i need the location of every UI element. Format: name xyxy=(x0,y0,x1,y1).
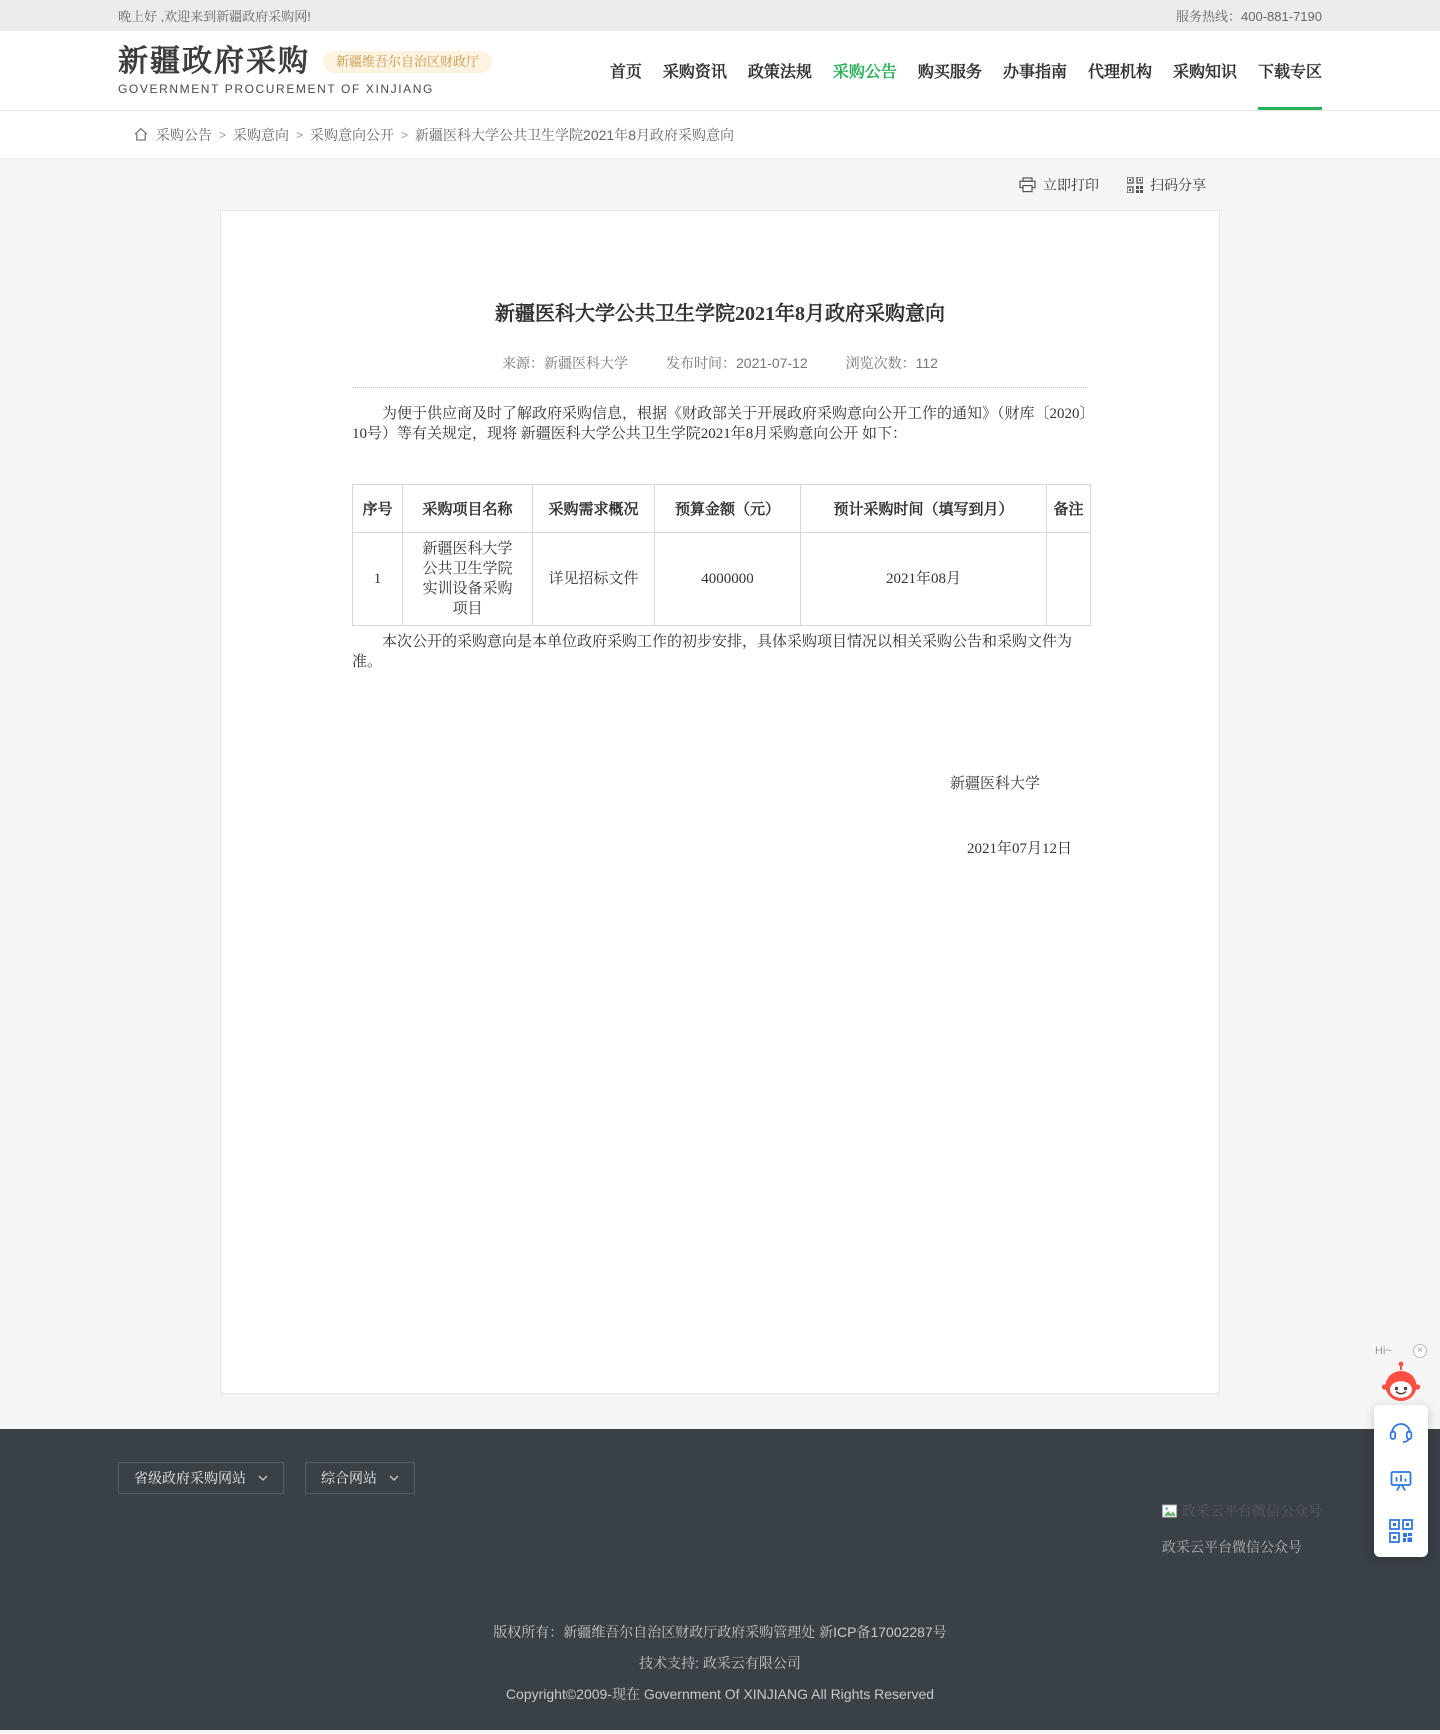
procurement-table xyxy=(352,484,1091,626)
site-footer xyxy=(0,1429,1440,1730)
cell-demand-overview: 详见招标文件 xyxy=(533,533,655,626)
greeting-text: 晚上好 ,欢迎来到新疆政府采购网! xyxy=(118,9,311,24)
home-icon[interactable] xyxy=(133,127,149,142)
article-signature: 新疆医科大学 xyxy=(949,776,1040,792)
breadcrumb-item-3[interactable]: 采购意向公开 xyxy=(310,126,395,143)
nav-item-agency[interactable]: 代理机构 xyxy=(1087,64,1152,81)
copyright xyxy=(118,1622,1322,1704)
logo-subtitle: GOVERNMENT PROCUREMENT OF XINJIANG xyxy=(118,81,434,96)
article-paragraph: 为便于供应商及时了解政府采购信息，根据《财政部关于开展政府采购意向公开工作的通知》（财库〔2020〕10号）等有关规定，现将 新疆医科大学公共卫生学院2021年8月采购意向公开 如下： xyxy=(352,406,1088,442)
breadcrumb-bar xyxy=(0,111,1440,159)
assistant-widget xyxy=(1374,1344,1428,1557)
nav-item-news[interactable]: 采购资讯 xyxy=(662,64,727,81)
breadcrumb xyxy=(118,111,1322,158)
breadcrumb-item-1[interactable]: 采购公告 xyxy=(156,126,212,143)
table-header-row xyxy=(353,485,1091,533)
printer-icon xyxy=(1019,177,1036,193)
provincial-sites-dropdown[interactable] xyxy=(118,1462,284,1494)
table-row xyxy=(353,533,1091,626)
nav-item-guide[interactable]: 办事指南 xyxy=(1002,64,1067,81)
share-label: 扫码分享 xyxy=(1150,177,1206,193)
wechat-label: 政采云平台微信公众号 xyxy=(1162,1539,1302,1555)
broken-image-icon xyxy=(1162,1504,1179,1519)
breadcrumb-separator: > xyxy=(401,127,409,142)
logo-badge: 新疆维吾尔自治区财政厅 xyxy=(323,51,492,73)
nav-item-download[interactable]: 下载专区 xyxy=(1258,31,1322,110)
cell-project-name: 新疆医科大学公共卫生学院实训设备采购项目 xyxy=(403,533,533,626)
close-icon[interactable]: × xyxy=(1413,1344,1427,1358)
meta-publish-time: 发布时间：2021-07-12 xyxy=(666,355,808,371)
nav-item-announcement[interactable]: 采购公告 xyxy=(832,64,897,81)
breadcrumb-separator: > xyxy=(296,127,304,142)
nav-item-knowledge[interactable]: 采购知识 xyxy=(1172,64,1237,81)
header-seq: 序号 xyxy=(353,485,403,533)
breadcrumb-item-2[interactable]: 采购意向 xyxy=(233,126,290,143)
meta-source: 来源：新疆医科大学 xyxy=(502,355,629,371)
article-date: 2021年07月12日 xyxy=(966,841,1072,857)
copyright-line-3: Copyright©2009-现在 Government Of XINJIANG All Rights Reserved xyxy=(505,1686,935,1702)
provincial-sites-label: 省级政府采购网站 xyxy=(134,1470,246,1486)
billboard-chart-icon[interactable] xyxy=(1388,1468,1414,1494)
share-button[interactable] xyxy=(1127,175,1206,195)
print-button[interactable] xyxy=(1019,175,1099,195)
nav-item-purchase-service[interactable]: 购买服务 xyxy=(917,64,982,81)
chevron-down-icon xyxy=(258,1475,268,1481)
general-sites-dropdown[interactable] xyxy=(305,1462,415,1494)
print-label: 立即打印 xyxy=(1043,177,1099,193)
logo-title: 新疆政府采购 xyxy=(118,44,310,78)
article-actions xyxy=(220,171,1220,199)
header-planned-time: 预计采购时间（填写到月） xyxy=(801,485,1047,533)
article-title: 新疆医科大学公共卫生学院2021年8月政府采购意向 xyxy=(495,303,945,325)
breadcrumb-separator: > xyxy=(219,127,227,142)
topbar xyxy=(0,0,1440,31)
cell-budget: 4000000 xyxy=(655,533,801,626)
article xyxy=(221,211,1219,858)
header-remark: 备注 xyxy=(1047,485,1091,533)
content-panel xyxy=(220,210,1220,1394)
dotted-divider xyxy=(352,387,1088,388)
logo[interactable] xyxy=(118,46,492,96)
copyright-line-1: 版权所有：新疆维吾尔自治区财政厅政府采购管理处 新ICP备17002287号 xyxy=(493,1624,947,1640)
wechat-qr-block xyxy=(1162,1501,1322,1557)
article-meta xyxy=(352,353,1088,373)
qr-share-icon xyxy=(1127,177,1143,193)
nav-item-home[interactable]: 首页 xyxy=(609,64,642,81)
wechat-alt-text: 政采云平台微信公众号 xyxy=(1182,1503,1322,1519)
site-header xyxy=(0,31,1440,111)
general-sites-label: 综合网站 xyxy=(321,1470,377,1486)
meta-views: 浏览次数：112 xyxy=(845,355,938,371)
article-closing: 本次公开的采购意向是本单位政府采购工作的初步安排，具体采购项目情况以相关采购公告和采购文件为准。 xyxy=(352,634,1073,670)
service-hotline: 服务热线：400-881-7190 xyxy=(1176,9,1322,24)
assistant-card xyxy=(1374,1405,1428,1557)
customer-service-icon[interactable] xyxy=(1388,1418,1414,1444)
breadcrumb-item-current: 新疆医科大学公共卫生学院2021年8月政府采购意向 xyxy=(415,126,734,143)
robot-mascot-icon[interactable] xyxy=(1381,1360,1421,1402)
chevron-down-icon xyxy=(389,1475,399,1481)
copyright-line-2: 技术支持: 政采云有限公司 xyxy=(639,1655,801,1671)
cell-remark xyxy=(1047,533,1091,626)
cell-planned-time: 2021年08月 xyxy=(801,533,1047,626)
main-nav xyxy=(610,31,1322,110)
header-project-name: 采购项目名称 xyxy=(403,485,533,533)
cell-seq: 1 xyxy=(353,533,403,626)
header-demand-overview: 采购需求概况 xyxy=(533,485,655,533)
header-budget: 预算金额（元） xyxy=(655,485,801,533)
assistant-greeting: Hi~ xyxy=(1375,1345,1392,1357)
qr-code-icon[interactable] xyxy=(1388,1518,1414,1544)
nav-item-policy[interactable]: 政策法规 xyxy=(747,64,812,81)
wechat-broken-image xyxy=(1162,1501,1322,1521)
